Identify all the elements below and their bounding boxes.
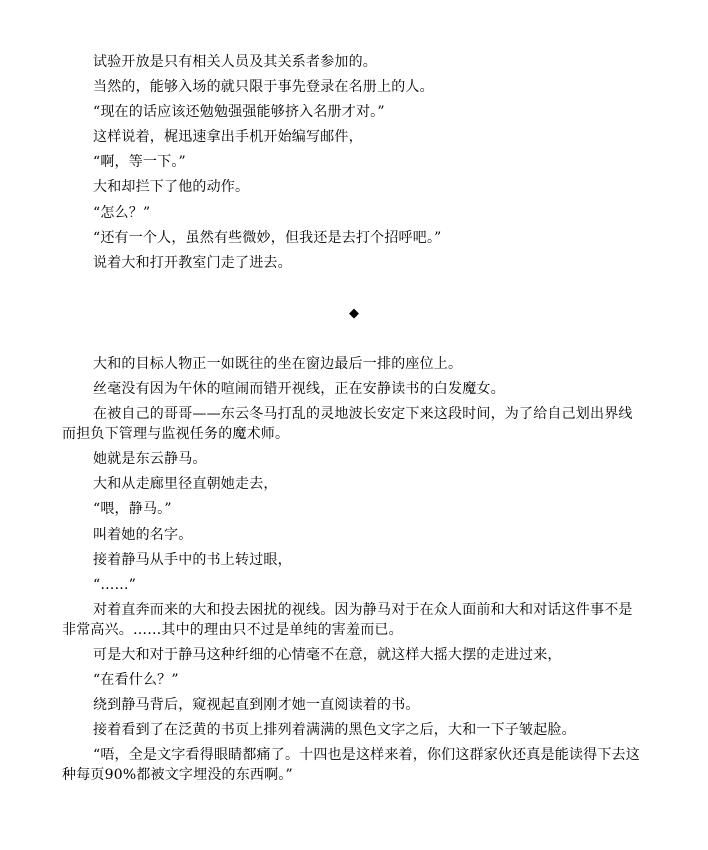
text-section-after-separator (62, 354, 642, 790)
paragraph: 可是大和对于静马这种纤细的心情毫不在意，就这样大摇大摆的走进过来， (93, 646, 562, 663)
paragraph: 叫着她的名字。 (93, 526, 193, 543)
paragraph: 对着直奔而来的大和投去困扰的视线。因为静马对于在众人面前和大和对话这件事不是非常高兴。……其中的理由只不过是单纯的害羞而已。 (62, 601, 633, 638)
paragraph: “唔，全是文字看得眼睛都痛了。十四也是这样来着，你们这群家伙还真是能读得下去这种每页90%都被文字埋没的东西啊。” (62, 747, 640, 784)
paragraph: 说着大和打开教室门走了进去。 (93, 254, 292, 271)
paragraph: “现在的话应该还勉勉强强能够挤入名册才对。” (93, 104, 385, 121)
paragraph: 大和从走廊里径直朝她走去， (93, 476, 278, 493)
paragraph: 她就是东云静马。 (93, 451, 207, 468)
paragraph: 当然的，能够入场的就只限于事先登录在名册上的人。 (93, 79, 434, 96)
paragraph: 接着看到了在泛黄的书页上排列着满满的黑色文字之后，大和一下子皱起脸。 (93, 722, 576, 739)
paragraph: 试验开放是只有相关人员及其关系者参加的。 (93, 54, 377, 70)
paragraph: 丝毫没有因为午休的喧闹而错开视线，正在安静读书的白发魔女。 (93, 381, 505, 398)
text-section-before-separator (62, 52, 642, 278)
paragraph: “还有一个人，虽然有些微妙，但我还是去打个招呼吧。” (93, 229, 442, 246)
paragraph: “喂，静马。” (93, 501, 172, 518)
paragraph: “在看什么？” (93, 672, 179, 689)
paragraph: 在被自己的哥哥——东云冬马打乱的灵地波长安定下来这段时间，为了给自己划出界线而担负下管理与监视任务的魔术师。 (62, 406, 633, 443)
paragraph: 接着静马从手中的书上转过眼， (93, 551, 292, 568)
paragraph: 这样说着，梶迅速拿出手机开始编写邮件， (93, 129, 363, 146)
paragraph: 大和却拦下了他的动作。 (93, 179, 250, 196)
scene-break-diamond: ◆ (349, 306, 359, 321)
paragraph: “怎么？” (93, 204, 151, 221)
paragraph: “……” (93, 576, 137, 593)
paragraph: “啊，等一下。” (93, 154, 186, 171)
paragraph: 绕到静马背后，窥视起直到刚才她一直阅读着的书。 (93, 697, 420, 714)
paragraph: 大和的目标人物正一如既往的坐在窗边最后一排的座位上。 (93, 356, 463, 372)
